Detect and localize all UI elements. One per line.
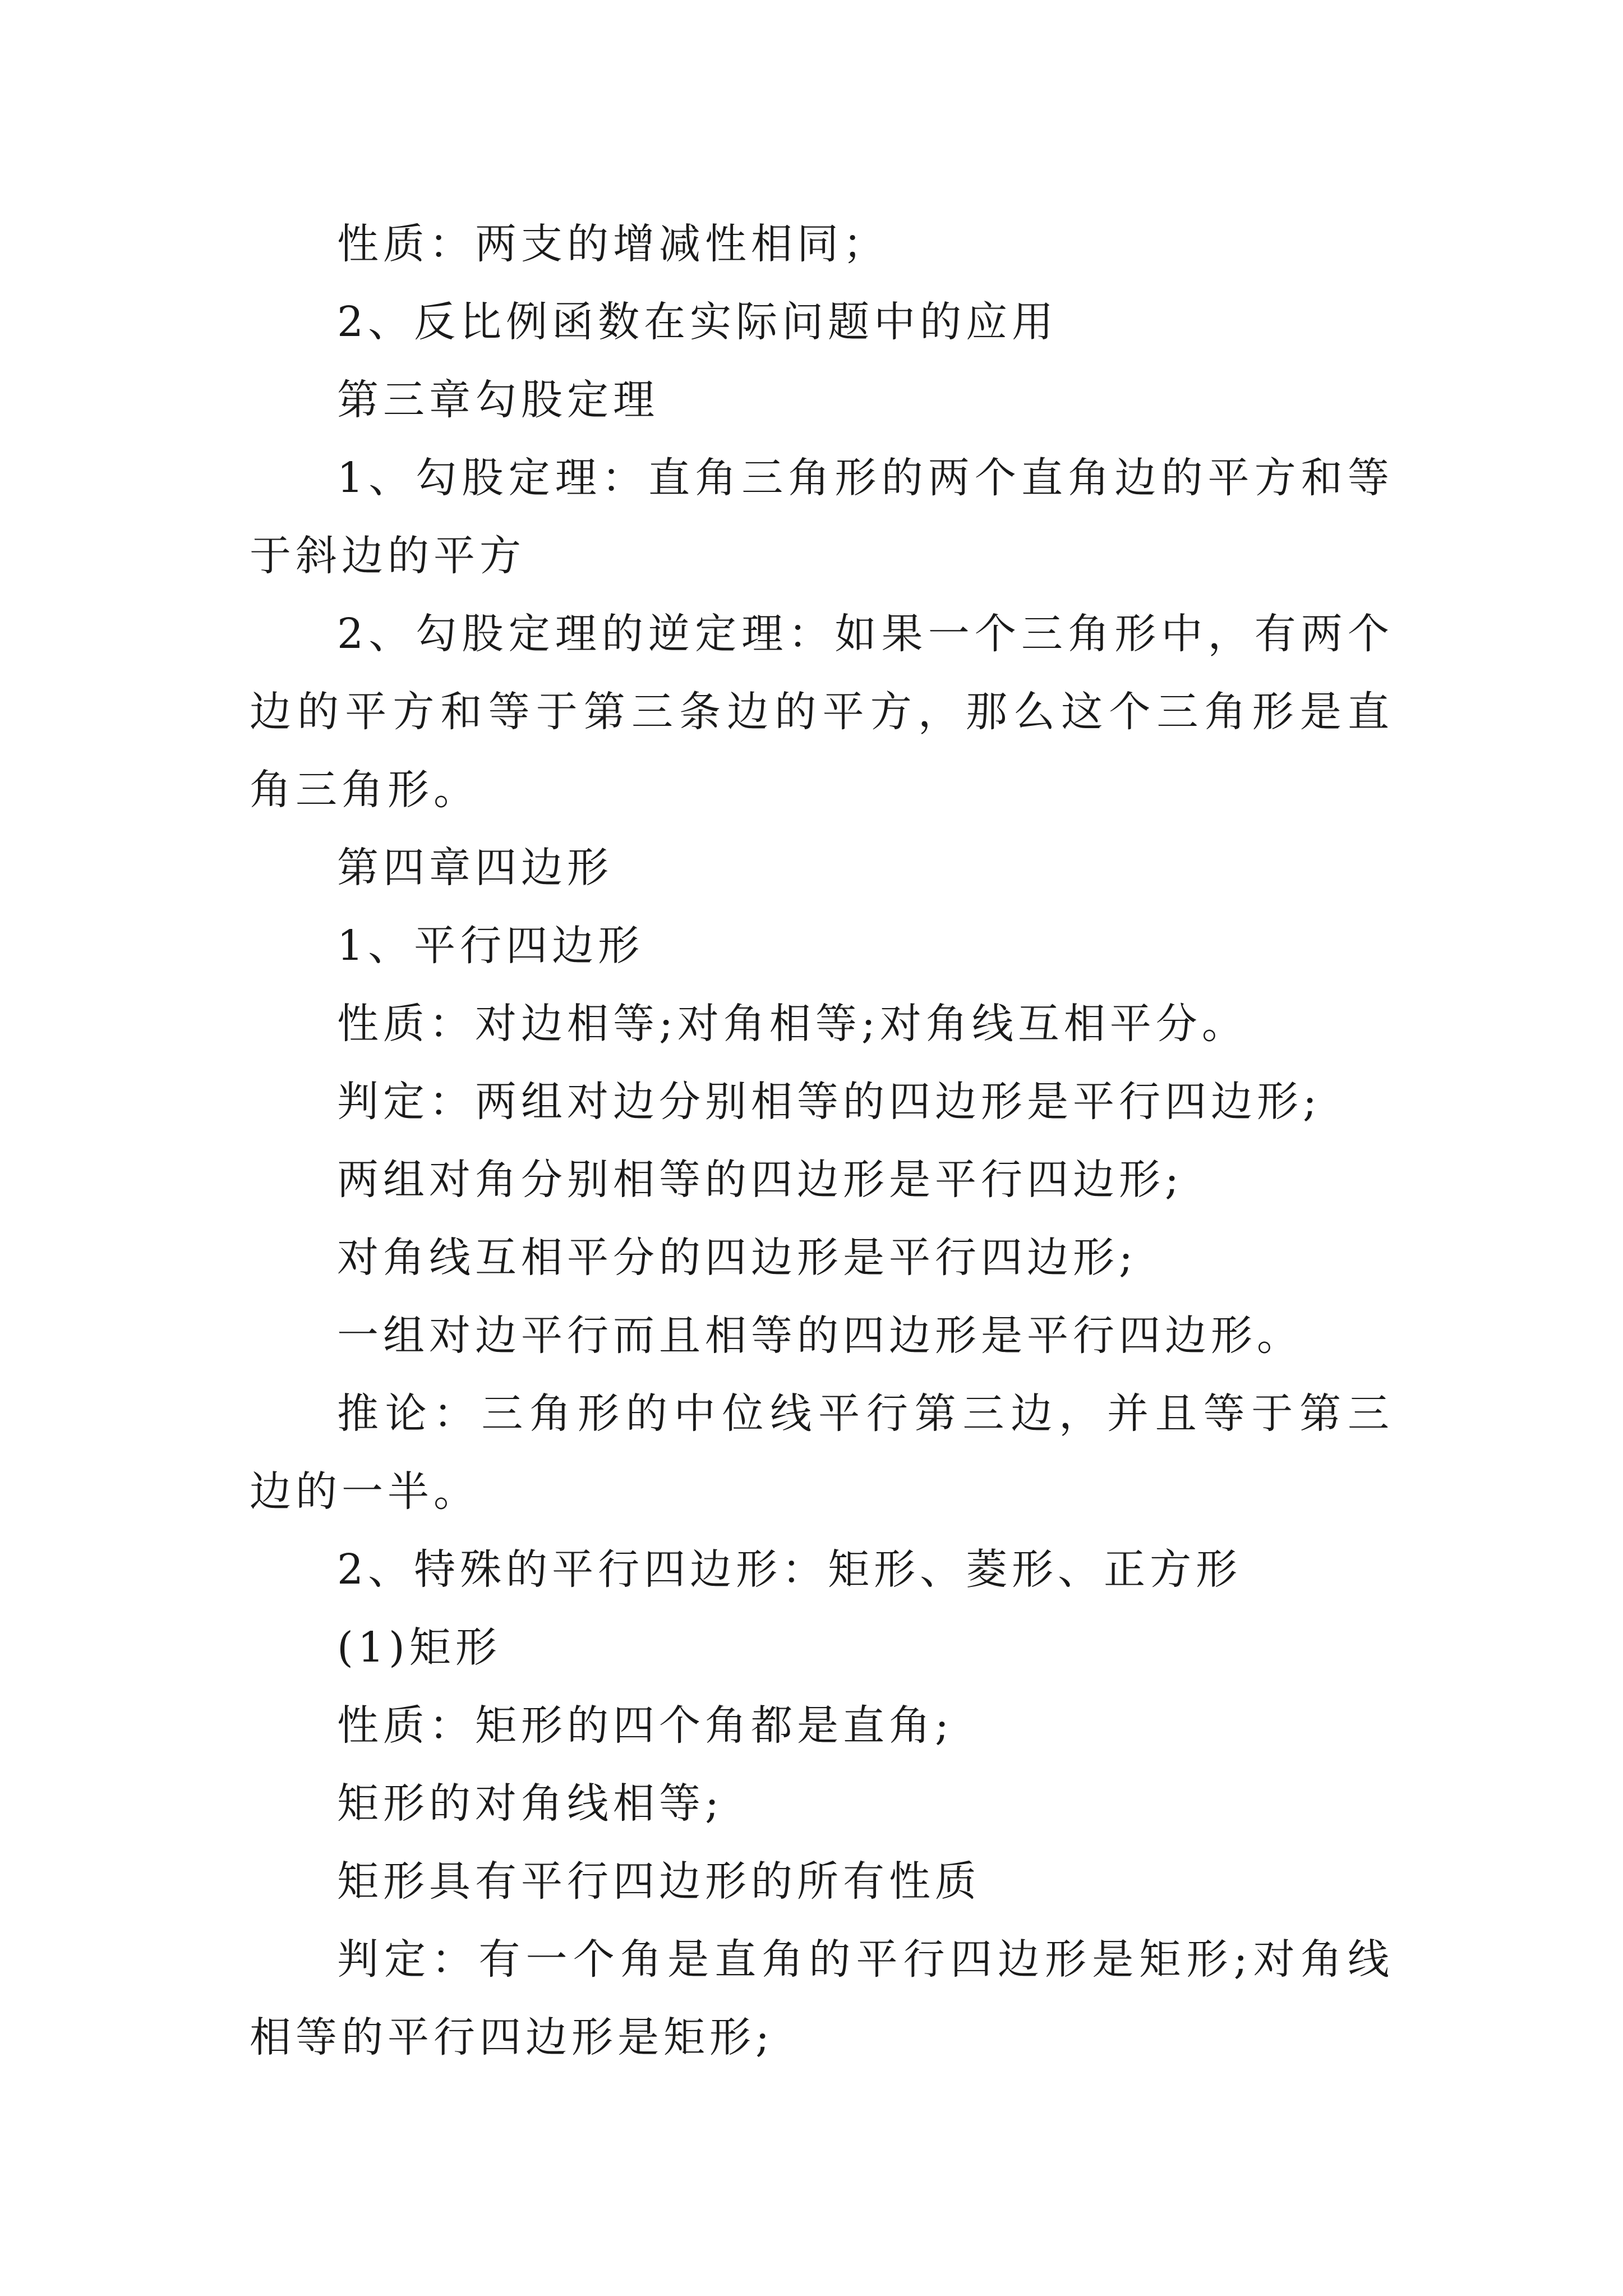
subsection-heading: (1)矩形 (337, 1623, 501, 1672)
paragraph: 判定：有一个角是直角的平行四边形是矩形;对角线相等的平行四边形是矩形; (250, 1935, 1394, 2062)
paragraph: 一组对边平行而且相等的四边形是平行四边形。 (337, 1312, 1303, 1360)
paragraph: 性质：矩形的四个角都是直角; (337, 1701, 953, 1750)
chapter-heading: 第三章勾股定理 (337, 376, 659, 424)
paragraph: 矩形具有平行四边形的所有性质 (337, 1857, 981, 1906)
paragraph: 2、勾股定理的逆定理：如果一个三角形中，有两个边的平方和等于第三条边的平方，那么这个三角形是直角三角形。 (250, 610, 1394, 814)
paragraph: 1、勾股定理：直角三角形的两个直角边的平方和等于斜边的平方 (250, 454, 1394, 580)
paragraph: 两组对角分别相等的四边形是平行四边形; (337, 1156, 1183, 1204)
section-heading: 1、平行四边形 (337, 922, 644, 970)
document-body (250, 205, 1394, 2077)
section-heading: 2、特殊的平行四边形：矩形、菱形、正方形 (337, 1545, 1242, 1594)
chapter-heading: 第四章四边形 (337, 844, 613, 892)
paragraph: 性质：两支的增减性相同； (337, 220, 889, 268)
paragraph: 性质：对边相等;对角相等;对角线互相平分。 (337, 1000, 1248, 1048)
paragraph: 判定：两组对边分别相等的四边形是平行四边形; (337, 1078, 1321, 1126)
paragraph: 矩形的对角线相等; (337, 1779, 723, 1828)
paragraph: 推论：三角形的中位线平行第三边，并且等于第三边的一半。 (250, 1389, 1394, 1516)
paragraph: 对角线互相平分的四边形是平行四边形; (337, 1234, 1137, 1282)
paragraph: 2、反比例函数在实际问题中的应用 (337, 298, 1058, 346)
